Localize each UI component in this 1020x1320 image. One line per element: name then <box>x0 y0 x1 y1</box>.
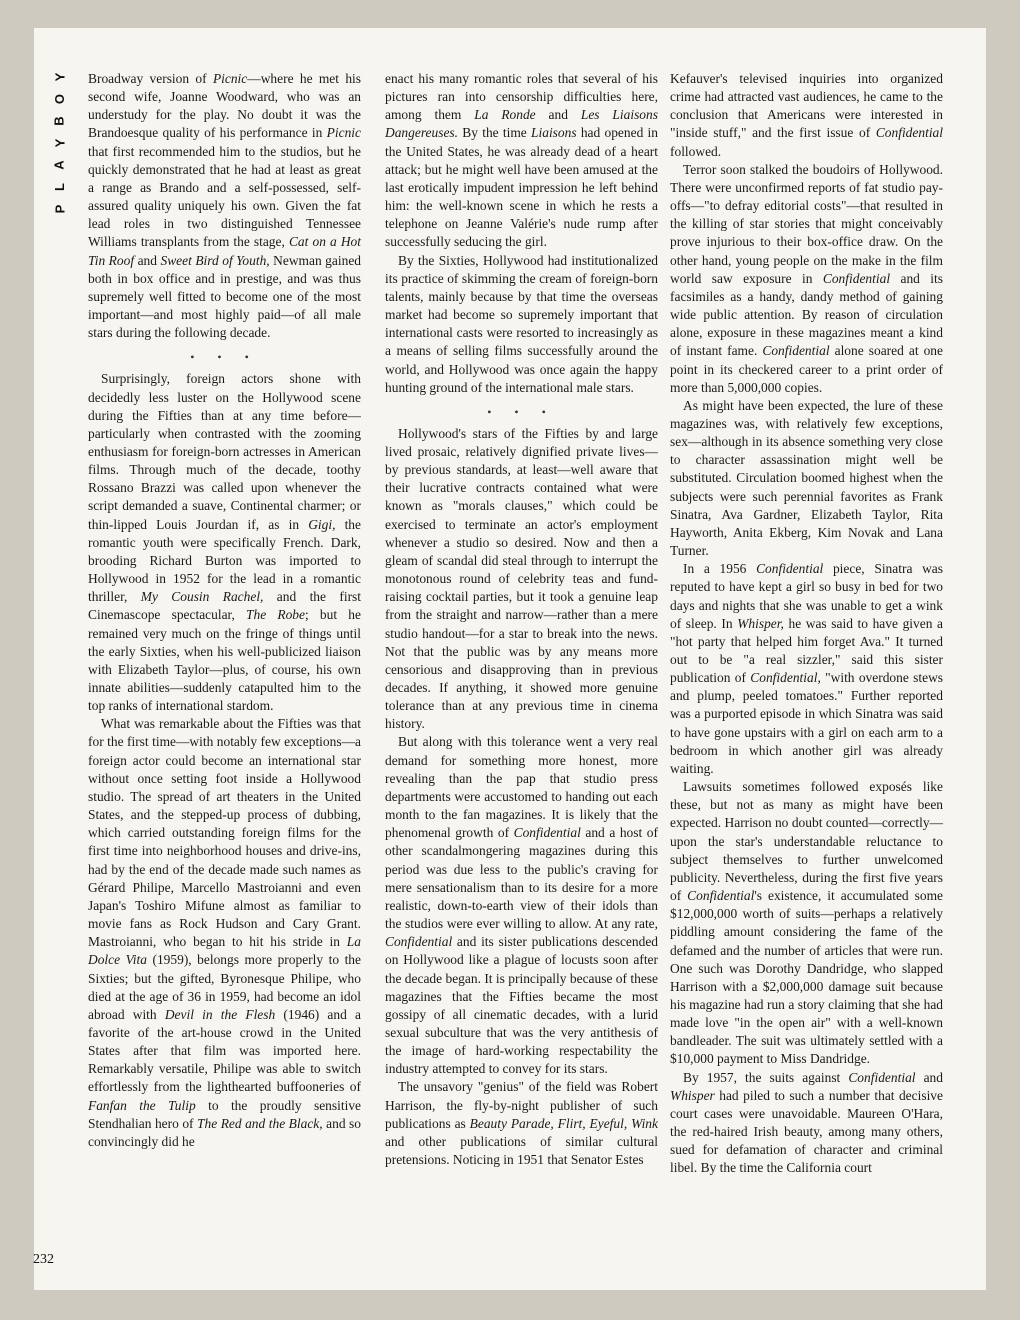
paragraph: enact his many romantic roles that several of his pictures ran into censorship difficulties here, among them La Ronde and Les Liaisons Dangereuses. By the time Liaisons had opened in the United States, he was already dead of a heart attack; but he might well have been amused at the last erotically impudent impression he left behind him: the well-known scene in which he rests a telephone on Jeanne Valérie's nude rump after successfully seducing the girl. <box>385 71 658 250</box>
section-break: • • • <box>190 350 259 365</box>
text-column-3 <box>670 70 943 1178</box>
paragraph: Terror soon stalked the boudoirs of Hollywood. There were unconfirmed reports of fat studio pay-offs—"to defray editorial costs"—that resulted in the killing of star stories that might conceivably prove injurious to their box-office draw. On the other hand, young people on the make in the film world saw exposure in Confidential and its facsimiles as a handy, dandy method of gaining wide public attention. By reason of circulation alone, exposure in these magazines meant a kind of instant fame. Confidential alone soared at one point in its checkered career to a print order of more than 5,000,000 copies. <box>670 161 943 395</box>
paragraph: But along with this tolerance went a very real demand for something more honest, more revealing than the pap that studio press departments were accustomed to handing out each month to the fan magazines. It is likely that the phenomenal growth of Confidential and a host of other scandalmongering magazines during this period was due less to the public's craving for mere sensationalism than to its desire for a more realistic, down-to-earth view of their idols than the studios were ever willing to allow. At any rate, Confidential and its sister publications descended on Hollywood like a plague of locusts soon after the decade began. It is principally because of these magazines that the Fifties became the most gossipy of all cinematic decades, with a lurid sexual subculture that was the very antithesis of the image of hard-working respectability the industry attempted to convey for its stars. <box>385 734 658 1077</box>
magazine-letter: B <box>51 116 67 126</box>
paragraph: What was remarkable about the Fifties was that for the first time—with notably few exceptions—a foreign actor could become an international star without once setting foot inside a Hollywood studio. The spread of art theaters in the United States, and the stepped-up process of dubbing, which carried outstanding foreign films for the first time into neighborhood houses and drive-ins, had by the end of the decade made such names as Gérard Philipe, Marcello Mastroianni and even Japan's Toshiro Mifune almost as familiar to movie fans as Rock Hudson and Cary Grant. Mastroianni, who began to hit his stride in La Dolce Vita (1959), belongs more properly to the Sixties; but the gifted, Byronesque Philipe, who died at the age of 36 in 1959, had become an idol abroad with Devil in the Flesh (1946) and a favorite of the art-house crowd in the United States after that film was imported here. Remarkably versatile, Philipe was able to switch effortlessly from the lighthearted buffooneries of Fanfan the Tulip to the proudly sensitive Stendhalian hero of The Red and the Black, and so convincingly did he <box>88 716 361 1149</box>
magazine-name-vertical <box>46 66 74 220</box>
text-column-1 <box>88 70 361 1151</box>
magazine-letter: Y <box>51 138 67 148</box>
magazine-letter: A <box>51 160 67 170</box>
paragraph: As might have been expected, the lure of these magazines was, with relatively few exceptions, sex—although in its absence something very close to character assassination might well be substituted. Circulation boomed highest when the subjects were such perennial favorites as Frank Sinatra, Ava Gardner, Elizabeth Taylor, Rita Hayworth, Anita Ekberg, Kim Novak and Lana Turner. <box>670 397 943 559</box>
paragraph: Surprisingly, foreign actors shone with decidedly less luster on the Hollywood scene during the Fifties than at any time before—particularly when contrasted with the zooming enthusiasm for foreign-born actresses in American films. Through much of the decade, toothy Rossano Brazzi was called upon whenever the script demanded a suave, Continental charmer; or thin-lipped Louis Jourdan if, as in Gigi, the romantic youth were specifically French. Dark, brooding Richard Burton was imported to Hollywood in 1952 for the lead in a romantic thriller, My Cousin Rachel, and the first Cinemascope spectacular, The Robe; but he remained very much on the fringe of things until the early Sixties, when his well-publicized liaison with Elizabeth Taylor—plus, of course, his own innate abilities—suddenly catapulted him to the top ranks of international stardom. <box>88 371 362 714</box>
paragraph: Broadway version of Picnic—where he met his second wife, Joanne Woodward, who was an understudy for the play. No doubt it was the Brandoesque quality of his performance in Picnic that first recommended him to the studios, but he quickly demonstrated that he had at least as great a range as Brando and a self-possessed, self-assured quality uniquely his own. Given the fat lead roles in two distinguished Tennessee Williams transplants from the stage, Cat on a Hot Tin Roof and Sweet Bird of Youth, Newman gained both in box office and in prestige, and was thus supremely well fitted to become one of the most important—and most highly paid—of all male stars during the following decade. <box>88 71 362 341</box>
page-number: 232 <box>33 1252 54 1267</box>
magazine-letter: P <box>51 204 67 214</box>
paragraph: Kefauver's televised inquiries into organized crime had attracted vast audiences, he came to the conclusion that Americans were interested in "inside stuff," and the first issue of Confidential followed. <box>670 71 943 159</box>
paragraph: Lawsuits sometimes followed exposés like these, but not as many as might have been expected. Harrison no doubt counted—correctly—upon the star's understandable reluctance to subject themselves to further unwelcomed publicity. Nevertheless, during the first five years of Confidential's existence, it accumulated some $12,000,000 worth of suits—perhaps a relatively piddling amount considering the fame of the defamed and the number of articles that were run. One such was Dorothy Dandridge, who slapped Harrison with a $2,000,000 damage suit because his magazine had run a story claiming that she had made love "in the open air" with a well-known bandleader. The suit was ultimately settled with a $10,000 payment to Miss Dandridge. <box>670 779 943 1067</box>
magazine-letter: O <box>52 93 67 105</box>
paragraph: Hollywood's stars of the Fifties by and large lived prosaic, relatively dignified private lives—by previous standards, at least—well aware that their lucrative contracts contained what were known as "morals clauses," which could be exercised to terminate an actor's employment whenever a studio so desired. Now and then a gleam of scandal did steal through to interrupt the monotonous round of celebrity teas and fund-raising cocktail parties, but it took a genuine leap from the straight and narrow—rather than a mere studio handout—for a star to break into the news. Not that the public was by any means more censorious and disapproving than in previous decades. If anything, it showed more genuine tolerance than at any previous time in cinema history. <box>385 425 658 732</box>
text-column-2 <box>385 70 658 1169</box>
paragraph: By 1957, the suits against Confidential and Whisper had piled to such a number that decisive court cases were unavoidable. Maureen O'Hara, the red-haired Irish beauty, among many others, sued for defamation of character and criminal libel. By the time the California court <box>670 1069 943 1176</box>
section-break: • • • <box>487 404 556 419</box>
paragraph: In a 1956 Confidential piece, Sinatra was reputed to have kept a girl so busy in bed for two days and nights that she was unable to get a wink of sleep. In Whisper, he was said to have given a "hot party that helped him forget Ava." It turned out to be "a real sizzler," said this sister publication of Confidential, "with overdone stews and plump, peeled tomatoes." Further reported was a purported episode in which Sinatra was said to have gone upstairs with a girl on each arm to a bedroom in which another girl was already waiting. <box>670 561 943 776</box>
magazine-letter: Y <box>51 72 67 82</box>
paragraph: By the Sixties, Hollywood had institutionalized its practice of skimming the cream of foreign-born talents, mainly because by that time the overseas market had become so supremely important that international casts were resorted to increasingly as a means of selling films successfully around the world, and Hollywood was once again the happy hunting ground of the international male stars. <box>385 252 658 395</box>
magazine-letter: L <box>51 183 67 191</box>
paragraph: The unsavory "genius" of the field was Robert Harrison, the fly-by-night publisher of such publications as Beauty Parade, Flirt, Eyeful, Wink and other publications of similar cultural pretensions. Noticing in 1951 that Senator Estes <box>385 1079 658 1168</box>
